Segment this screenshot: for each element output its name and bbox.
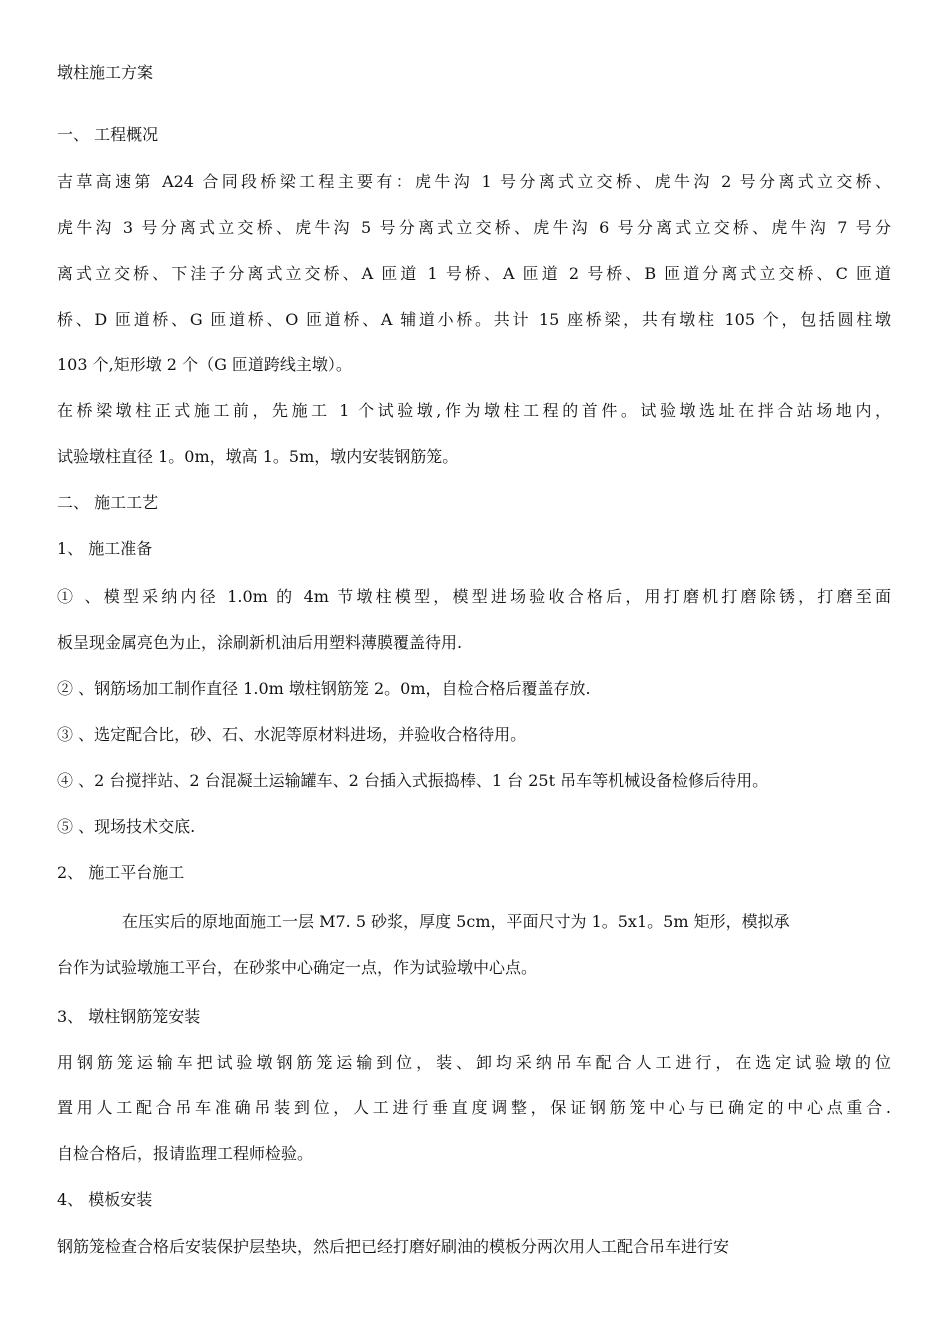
paragraph-line: 钢筋笼检查合格后安装保护层垫块，然后把已经打磨好刷油的模板分两次用人工配合吊车进行安 bbox=[57, 1237, 730, 1256]
document-title: 墩柱施工方案 bbox=[57, 63, 154, 82]
section-heading-overview: 一、 工程概况 bbox=[57, 125, 159, 144]
paragraph-line: 吉草高速第 A24 合同段桥梁工程主要有：虎牛沟 1 号分离式立交桥、虎牛沟 2 号分离式立交桥、 bbox=[57, 172, 891, 191]
list-item: ① 、模型采纳内径 1.0m 的 4m 节墩柱模型，模型进场验收合格后，用打磨机打磨除锈，打磨至面 bbox=[57, 587, 891, 606]
paragraph-line: 试验墩柱直径 1。0m，墩高 1。5m，墩内安装钢筋笼。 bbox=[57, 447, 459, 466]
paragraph-line: 台作为试验墩施工平台，在砂浆中心确定一点，作为试验墩中心点。 bbox=[57, 958, 538, 977]
paragraph-line: 在桥梁墩柱正式施工前，先施工 1 个试验墩,作为墩柱工程的首件。试验墩选址在拌合站场地内， bbox=[57, 401, 891, 420]
subsection-heading-preparation: 1、 施工准备 bbox=[57, 539, 153, 558]
paragraph-line: 桥、D 匝道桥、G 匝道桥、O 匝道桥、A 辅道小桥。共计 15 座桥梁，共有墩柱 105 个，包括圆柱墩 bbox=[57, 310, 891, 329]
list-item-continuation: 板呈现金属亮色为止，涂刷新机油后用塑料薄膜覆盖待用. bbox=[57, 633, 463, 652]
list-item: ④ 、2 台搅拌站、2 台混凝土运输罐车、2 台插入式振捣棒、1 台 25t 吊车等机械设备检修后待用。 bbox=[57, 771, 769, 790]
list-item: ③ 、选定配合比，砂、石、水泥等原材料进场，并验收合格待用。 bbox=[57, 725, 527, 744]
paragraph-line: 在压实后的原地面施工一层 M7. 5 砂浆，厚度 5cm，平面尺寸为 1。5x1。5m 矩形，模拟承 bbox=[122, 912, 790, 931]
paragraph-line: 离式立交桥、下洼子分离式立交桥、A 匝道 1 号桥、A 匝道 2 号桥、B 匝道分离式立交桥、C 匝道 bbox=[57, 264, 891, 283]
paragraph-line: 103 个,矩形墩 2 个（G 匝道跨线主墩）。 bbox=[57, 355, 352, 374]
paragraph-line: 自检合格后，报请监理工程师检验。 bbox=[57, 1144, 314, 1163]
paragraph-line: 用钢筋笼运输车把试验墩钢筋笼运输到位，装、卸均采纳吊车配合人工进行，在选定试验墩的位 bbox=[57, 1053, 891, 1072]
section-heading-process: 二、 施工工艺 bbox=[57, 493, 159, 512]
paragraph-line: 置用人工配合吊车准确吊装到位，人工进行垂直度调整，保证钢筋笼中心与已确定的中心点重合. bbox=[57, 1098, 891, 1117]
subsection-heading-formwork: 4、 模板安装 bbox=[57, 1190, 153, 1209]
list-item: ⑤ 、现场技术交底. bbox=[57, 817, 196, 836]
paragraph-line: 虎牛沟 3 号分离式立交桥、虎牛沟 5 号分离式立交桥、虎牛沟 6 号分离式立交桥、虎牛沟 7 号分 bbox=[57, 218, 891, 237]
subsection-heading-platform: 2、 施工平台施工 bbox=[57, 863, 185, 882]
list-item: ② 、钢筋场加工制作直径 1.0m 墩柱钢筋笼 2。0m，自检合格后覆盖存放. bbox=[57, 679, 591, 698]
subsection-heading-rebar-cage: 3、 墩柱钢筋笼安装 bbox=[57, 1007, 201, 1026]
